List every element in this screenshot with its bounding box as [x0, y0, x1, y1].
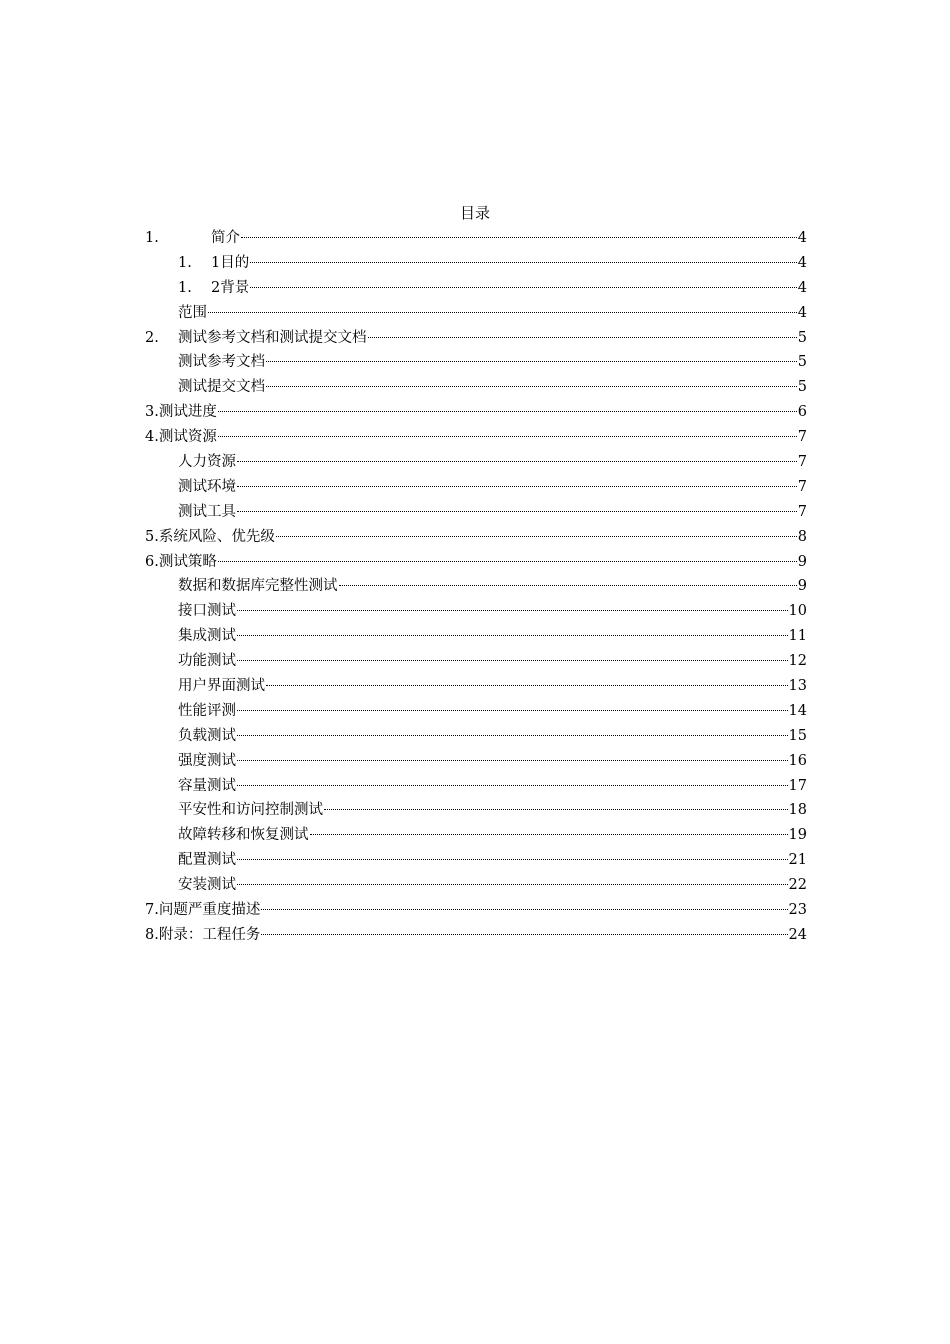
toc-entry-label: 配置测试 [178, 852, 236, 869]
toc-entry[interactable] [145, 350, 807, 375]
toc-entry-label: 平安性和访问控制测试 [178, 802, 323, 819]
toc-entry-page: 21 [788, 852, 807, 869]
toc-dot-leader [241, 237, 797, 238]
toc-dot-leader [339, 585, 797, 586]
toc-entry[interactable] [145, 624, 807, 649]
toc-entry[interactable] [145, 226, 807, 251]
toc-entry-label: 性能评测 [178, 702, 236, 719]
toc-entry[interactable] [145, 525, 807, 550]
toc-entry-page: 4 [797, 254, 807, 271]
toc-entry[interactable] [145, 375, 807, 400]
toc-dot-leader [276, 536, 797, 537]
toc-entry-page: 17 [788, 777, 807, 794]
toc-entry-page: 18 [788, 802, 807, 819]
toc-dot-leader [218, 561, 797, 562]
toc-entry-label: 容量测试 [178, 777, 236, 794]
toc-entry[interactable] [145, 898, 807, 923]
toc-entry[interactable] [145, 301, 807, 326]
toc-dot-leader [250, 287, 797, 288]
toc-entry-label: 人力资源 [178, 454, 236, 471]
toc-entry-page: 7 [797, 429, 807, 446]
toc-entry[interactable] [145, 674, 807, 699]
toc-entry-number: 1. [145, 230, 159, 246]
toc-entry-page: 8 [797, 528, 807, 545]
toc-entry[interactable] [145, 326, 807, 351]
toc-entry[interactable] [145, 699, 807, 724]
toc-entry[interactable] [145, 923, 807, 948]
toc-dot-leader [368, 337, 797, 338]
toc-dot-leader [261, 909, 787, 910]
toc-entry[interactable] [145, 774, 807, 799]
toc-dot-leader [237, 511, 797, 512]
toc-entry[interactable] [145, 749, 807, 774]
toc-entry-label: 负载测试 [178, 727, 236, 744]
toc-entry-page: 9 [797, 553, 807, 570]
toc-dot-leader [237, 884, 788, 885]
toc-entry-page: 19 [788, 827, 807, 844]
toc-entry[interactable] [145, 798, 807, 823]
toc-entry-label: 7.问题严重度描述 [145, 902, 261, 919]
toc-entry[interactable] [145, 550, 807, 575]
toc-entry-label: 故障转移和恢复测试 [178, 827, 309, 844]
toc-entry-page: 14 [788, 702, 807, 719]
toc-entry-label: 集成测试 [178, 628, 236, 645]
toc-entry-page: 11 [788, 628, 807, 645]
toc-dot-leader [218, 411, 797, 412]
toc-entry-label: 测试环境 [178, 478, 236, 495]
toc-entry[interactable] [145, 425, 807, 450]
toc-entry-page: 15 [788, 727, 807, 744]
toc-dot-leader [237, 735, 788, 736]
toc-entry[interactable] [145, 475, 807, 500]
toc-entry[interactable] [145, 649, 807, 674]
toc-entry[interactable] [145, 599, 807, 624]
toc-entry-page: 7 [797, 478, 807, 495]
toc-dot-leader [208, 312, 797, 313]
toc-title: 目录 [459, 204, 490, 222]
toc-dot-leader [237, 859, 788, 860]
toc-dot-leader [218, 436, 797, 437]
toc-entry-label: 安装测试 [178, 877, 236, 894]
toc-entry-page: 4 [797, 230, 807, 246]
toc-dot-leader [237, 486, 797, 487]
toc-dot-leader [266, 361, 797, 362]
toc-dot-leader [310, 834, 788, 835]
toc-entry-page: 16 [788, 752, 807, 769]
toc-entry-page: 5 [797, 379, 807, 396]
toc-entry-label: 8.附录：工程任务 [145, 926, 261, 943]
toc-entry-page: 5 [797, 354, 807, 371]
toc-entry-label: 6.测试策略 [145, 553, 217, 570]
toc-entry-number: 1. [178, 279, 192, 296]
toc-entry[interactable] [145, 873, 807, 898]
toc-entry-page: 5 [797, 329, 807, 346]
toc-entry[interactable] [145, 500, 807, 525]
toc-entry-page: 4 [797, 279, 807, 296]
toc-entry-label: 测试工具 [178, 503, 236, 520]
toc-entry-page: 13 [788, 678, 807, 695]
toc-entry-page: 6 [797, 404, 807, 421]
toc-dot-leader [237, 785, 788, 786]
toc-entry[interactable] [145, 400, 807, 425]
toc-entry-number: 1. [178, 254, 192, 271]
toc-entry-page: 24 [788, 926, 807, 943]
toc-entry-label: 数据和数据库完整性测试 [178, 578, 338, 595]
toc-dot-leader [324, 809, 788, 810]
toc-entry-page: 4 [797, 304, 807, 321]
toc-entry[interactable] [145, 251, 807, 276]
toc-entry-label: 5.系统风险、优先级 [145, 528, 275, 545]
toc-entry-page: 7 [797, 454, 807, 471]
toc-entry-label: 3.测试进度 [145, 404, 217, 421]
toc-entry-label: 接口测试 [178, 603, 236, 620]
toc-entry-label: 简介 [211, 230, 240, 246]
toc-entry-label: 强度测试 [178, 752, 236, 769]
toc-dot-leader [237, 710, 788, 711]
toc-dot-leader [237, 635, 788, 636]
toc-dot-leader [237, 660, 788, 661]
table-of-contents [145, 226, 807, 948]
toc-entry-page: 7 [797, 503, 807, 520]
toc-entry-label: 2背景 [211, 279, 250, 296]
toc-entry-label: 测试参考文档和测试提交文档 [178, 329, 367, 346]
toc-dot-leader [266, 386, 797, 387]
toc-dot-leader [250, 262, 797, 263]
toc-entry-page: 22 [788, 877, 807, 894]
toc-entry-label: 测试参考文档 [178, 354, 265, 371]
toc-entry-page: 12 [788, 653, 807, 670]
toc-entry-number: 2. [145, 329, 159, 346]
toc-entry[interactable] [145, 450, 807, 475]
toc-entry-label: 用户界面测试 [178, 678, 265, 695]
toc-dot-leader [237, 461, 797, 462]
toc-dot-leader [237, 610, 788, 611]
toc-entry-page: 9 [797, 578, 807, 595]
toc-entry-label: 4.测试资源 [145, 429, 217, 446]
toc-entry-page: 23 [788, 902, 807, 919]
toc-entry[interactable] [145, 276, 807, 301]
toc-entry-label: 1目的 [211, 254, 250, 271]
toc-dot-leader [261, 934, 787, 935]
toc-entry[interactable] [145, 724, 807, 749]
toc-entry[interactable] [145, 823, 807, 848]
toc-entry[interactable] [145, 848, 807, 873]
toc-dot-leader [237, 760, 788, 761]
toc-entry-label: 范围 [178, 304, 207, 321]
toc-entry-label: 功能测试 [178, 653, 236, 670]
toc-dot-leader [266, 685, 788, 686]
toc-entry-label: 测试提交文档 [178, 379, 265, 396]
toc-entry-page: 10 [788, 603, 807, 620]
toc-entry[interactable] [145, 574, 807, 599]
